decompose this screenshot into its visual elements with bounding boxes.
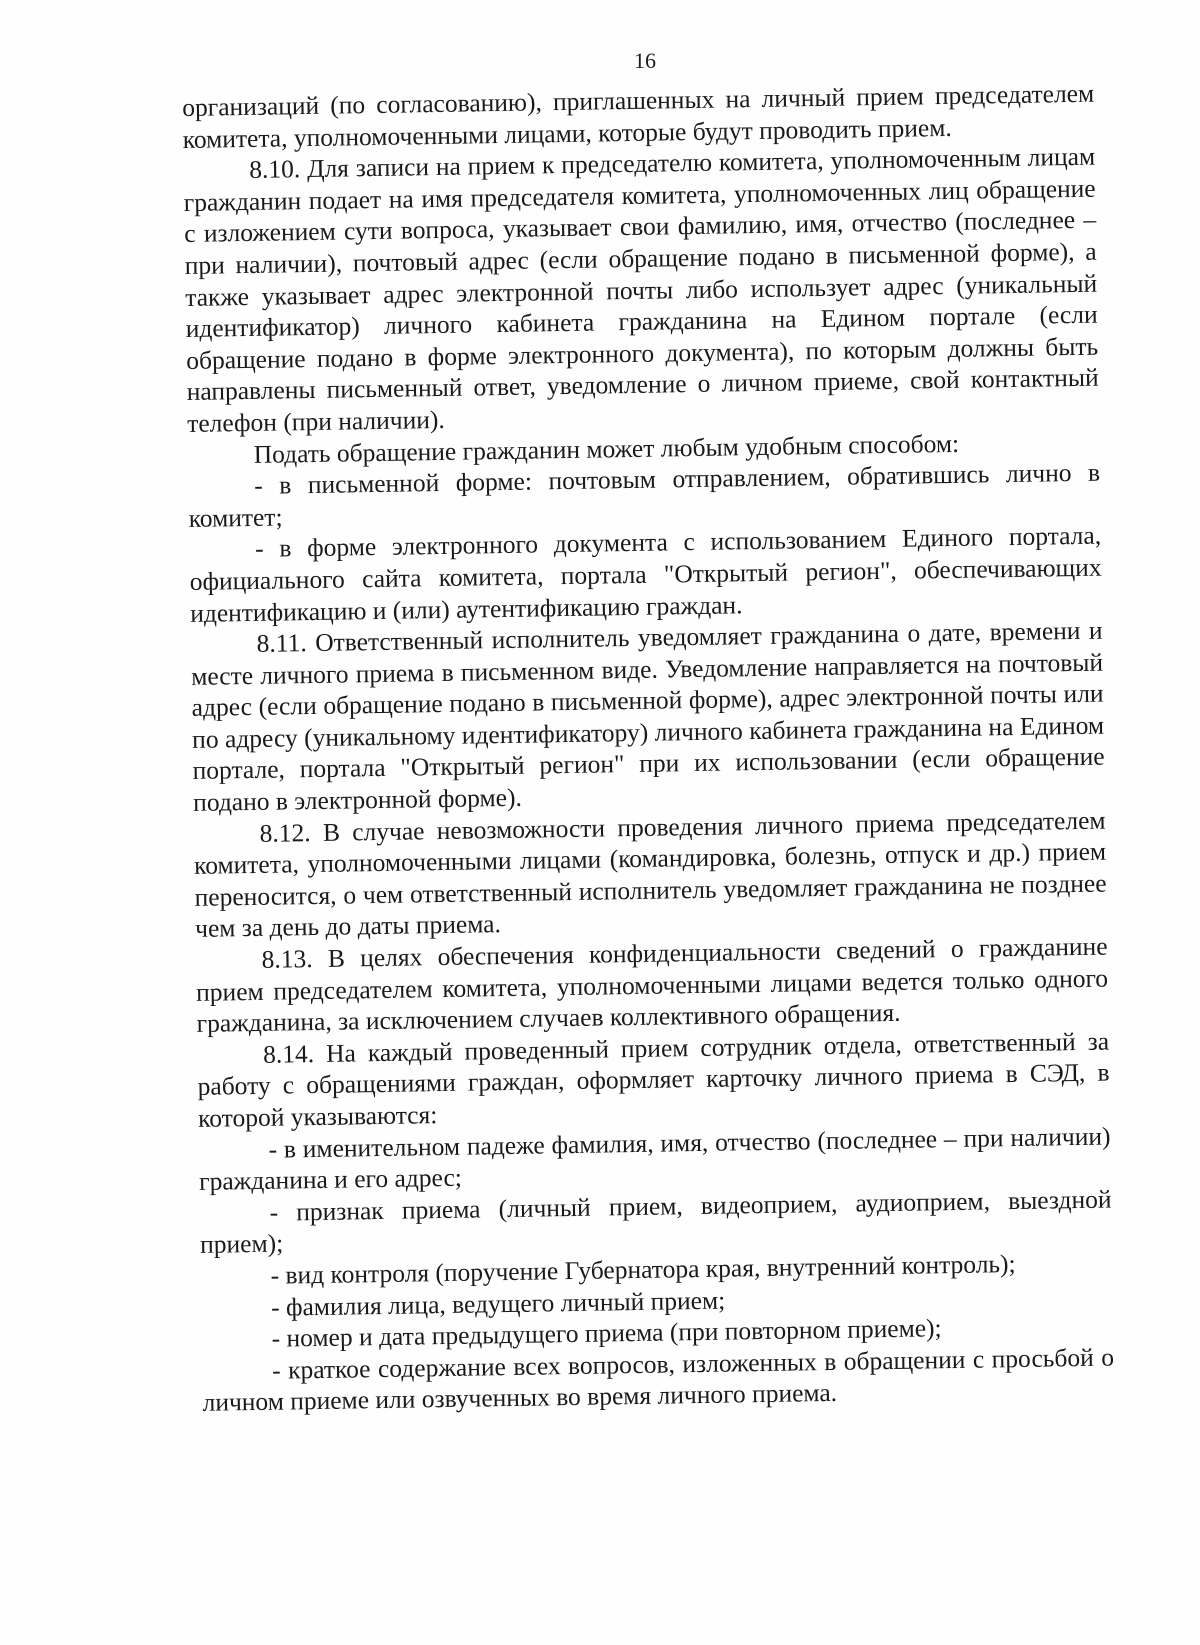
- list-item-summary: - краткое содержание всех вопросов, изложенных в обращении с просьбой о личном приеме или озвученных во время личного приема.: [202, 1342, 1115, 1418]
- paragraph-8-11: 8.11. Ответственный исполнитель уведомляет гражданина о дате, времени и месте личного приема в письменном виде. Уведомление направляется на почтовый адрес (если обращение подано в письменной форме), адрес электронной почты или по адресу (уникальному идентификатору) личного кабинета гражданина на Едином портале, портала "Открытый регион" при их использовании (если обращение подано в электронной форме).: [190, 615, 1105, 817]
- list-item-written-form: - в письменной форме: почтовым отправлением, обратившись лично в комитет;: [188, 457, 1101, 533]
- paragraph-8-10: 8.10. Для записи на прием к председателю комитета, уполномоченным лицам гражданин подает на имя председателя комитета, уполномоченных лиц обращение с изложением сути вопроса, указывает свои фамилию, имя, отчество (последнее – при наличии), почтовый адрес (если обращение подано в письменной форме), а также указывает адрес электронной почты либо использует адрес (уникальный идентификатор) личного кабинета гражданина на Едином портале (если обращение подано в форме электронного документа), по которым должны быть направлены письменный ответ, уведомление о личном приеме, свой контактный телефон (при наличии).: [183, 141, 1099, 438]
- paragraph-8-14: 8.14. На каждый проведенный прием сотрудник отдела, ответственный за работу с обращениями граждан, оформляет карточку личного приема в СЭД, в которой указываются:: [197, 1026, 1110, 1133]
- list-item-control-type: - вид контроля (поручение Губернатора края, внутренний контроль);: [270, 1249, 1016, 1290]
- list-item-electronic-form: - в форме электронного документа с использованием Единого портала, официального сайта комитета, портала "Открытый регион", обеспечивающих идентификацию и (или) аутентификацию граждан.: [189, 520, 1102, 628]
- list-item-name-address: - в именительном падеже фамилия, имя, отчество (последнее – при наличии) гражданина и его адрес;: [198, 1121, 1111, 1197]
- document-body: [182, 78, 1115, 1419]
- list-item-previous-reception: - номер и дата предыдущего приема (при повторном приеме);: [271, 1313, 942, 1353]
- list-item-reception-type: - признак приема (личный прием, видеоприем, аудиоприем, выездной прием);: [199, 1184, 1112, 1260]
- paragraph-continuation: организаций (по согласованию), приглашенных на личный прием председателем комитета, уполномоченными лицами, которые будут проводить прием.: [182, 78, 1095, 154]
- paragraph-8-12: 8.12. В случае невозможности проведения личного приема председателем комитета, уполномоченными лицами (командировка, болезнь, отпуск и др.) прием переносится, о чем ответственный исполнитель уведомляет гражданина не позднее чем за день до даты приема.: [193, 805, 1107, 944]
- page-number: 16: [634, 48, 656, 73]
- paragraph-submit-methods: Подать обращение гражданин может любым удобным способом:: [253, 428, 960, 469]
- paragraph-8-13: 8.13. В целях обеспечения конфиденциальности сведений о гражданине прием председателем комитета, уполномоченными лицами ведется только одного гражданина, за исключением случаев коллективного обращения.: [195, 931, 1109, 1039]
- list-item-host-surname: - фамилия лица, ведущего личный прием;: [270, 1285, 726, 1322]
